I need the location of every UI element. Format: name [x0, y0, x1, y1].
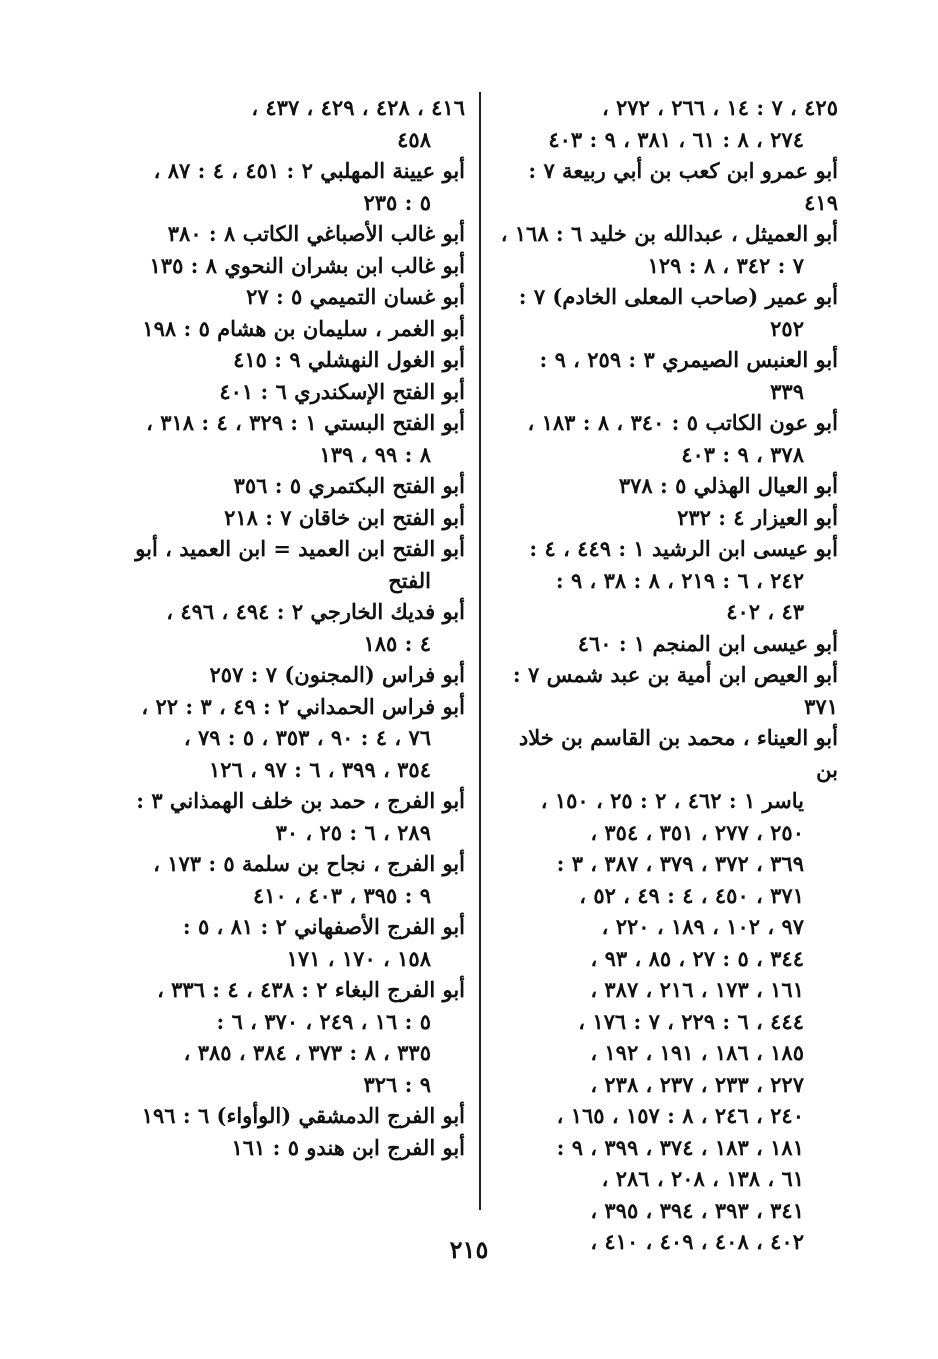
index-entry: [500, 281, 838, 344]
index-entry: [500, 628, 838, 660]
index-entry: [130, 785, 465, 848]
index-entry-continuation: ١٨٥ ، ١٨٦ ، ١٩١ ، ١٩٢ ،: [590, 1040, 804, 1065]
index-entry-continuation: ٥ : ٢٣٥: [363, 189, 431, 215]
index-entry: [130, 313, 465, 345]
index-entry: [130, 344, 465, 376]
index-entry: [130, 376, 465, 408]
index-entry-continuation: ١٥٨ ، ١٧٠ ، ١٧١: [286, 945, 431, 971]
index-entry-line: أبو عون الكاتب ٥ : ٣٤٠ ، ٨ : ١٨٣ ،: [527, 410, 838, 435]
index-entry: [130, 92, 465, 155]
index-entry-continuation: ٤٠٢ ، ٤٠٨ ، ٤٠٩ ، ٤١٠ ،: [590, 1229, 804, 1254]
index-entry-line: أبو العنبس الصيمري ٣ : ٢٥٩ ، ٩ :: [539, 347, 838, 372]
index-entry-line: أبو فراس الحمداني ٢ : ٤٩ ، ٣ : ٢٢ ،: [141, 693, 465, 719]
index-entry-continuation: ٢٤٠ ، ٢٤٦ ، ٨ : ١٥٧ ، ١٦٥ ،: [556, 1103, 804, 1128]
index-entry-continuation: ٤٤٤ ، ٦ : ٢٢٩ ، ٧ : ١٧٦ ،: [578, 1008, 804, 1034]
index-entry-line: أبو فراس (المجنون) ٧ : ٢٥٧: [209, 662, 465, 687]
page-number: ٢١٥: [449, 1235, 489, 1264]
index-entry: [130, 218, 465, 250]
index-entry-continuation: ٤ : ١٨٥: [363, 630, 431, 656]
index-entry-continuation: ٤٥٨: [397, 126, 431, 152]
index-entry-continuation: ٣٤٤ ، ٥ : ٢٧ ، ٨٥ ، ٩٣ ،: [590, 945, 804, 971]
index-entry-continuation: ٤٣ ، ٤٠٢: [726, 599, 804, 624]
index-entry-line: أبو الفتح ابن العميد = ابن العميد ، أبو: [135, 536, 465, 561]
index-entry-continuation: ٣٦٩ ، ٣٧٢ ، ٣٧٩ ، ٣٨٧ ، ٣ :: [556, 851, 804, 876]
index-entry-continuation: ٥ : ١٦ ، ٢٤٩ ، ٣٧٠ ، ٦ :: [216, 1008, 431, 1034]
index-entry-continuation: ٣٣٩: [770, 378, 804, 404]
index-entry-line: أبو الفرج الأصفهاني ٢ : ٨١ ، ٥ :: [182, 914, 465, 939]
index-entry-line: أبو الفتح البستي ١ : ٣٢٩ ، ٤ : ٣١٨ ،: [146, 410, 465, 435]
index-entry: [130, 848, 465, 911]
index-entry-line: أبو عيسى ابن الرشيد ١ : ٤٤٩ ، ٤ :: [529, 536, 838, 561]
index-entry: [500, 155, 838, 218]
index-entry-continuation: ٦١ ، ١٣٨ ، ٢٠٨ ، ٢٨٦ ،: [601, 1166, 804, 1191]
index-entry: [130, 250, 465, 282]
index-entry-continuation: ٣٥٤ ، ٣٩٩ ، ٦ : ٩٧ ، ١٢٦: [209, 756, 431, 782]
index-entry-line: أبو الغمر ، سليمان بن هشام ٥ : ١٩٨: [142, 315, 465, 341]
index-entry-continuation: ٨ : ٩٩ ، ١٣٩: [319, 441, 431, 467]
index-entry-continuation: ٢٢٧ ، ٢٣٣ ، ٢٣٧ ، ٢٣٨ ،: [590, 1071, 804, 1097]
index-entry: [500, 407, 838, 470]
index-entry-continuation: ٢٧٤ ، ٨ : ٦١ ، ٣٨١ ، ٩ : ٤٠٣: [548, 126, 804, 152]
index-entry-line: أبو الفرج الدمشقي (الوأواء) ٦ : ١٩٦: [141, 1103, 465, 1128]
column-divider: [479, 92, 481, 1210]
index-entry-line: أبو الفرج ، نجاح بن سلمة ٥ : ١٧٣ ،: [153, 851, 465, 876]
index-entry-line: أبو الفرج البغاء ٢ : ٤٣٨ ، ٤ : ٣٣٦ ،: [157, 977, 465, 1002]
index-entry-line: ٤٢٥ ، ٧ : ١٤ ، ٢٦٦ ، ٢٧٢ ،: [601, 95, 838, 120]
index-entry: [130, 502, 465, 534]
index-entry: [130, 596, 465, 659]
index-entry-continuation: ٩٧ ، ١٠٢ ، ١٨٩ ، ٢٢٠ ،: [601, 914, 804, 939]
index-entry-line: أبو الفرج ، حمد بن خلف الهمذاني ٣ :: [136, 788, 465, 813]
index-entry-line: أبو العيال الهذلي ٥ : ٣٧٨: [618, 473, 838, 498]
index-entry: [130, 533, 465, 596]
index-entry-line: أبو عيسى ابن المنجم ١ : ٤٦٠: [577, 630, 838, 656]
index-entry: [500, 533, 838, 628]
index-entry: [500, 659, 838, 722]
index-entry-line: أبو غالب ابن بشران النحوي ٨ : ١٣٥: [149, 252, 465, 278]
index-entry-line: أبو العميثل ، عبدالله بن خليد ٦ : ١٦٨ ،: [500, 221, 838, 246]
index-entry: [500, 92, 838, 155]
index-entry-continuation: ٢٤٢ ، ٦ : ٢١٩ ، ٨ : ٣٨ ، ٩ :: [555, 567, 804, 593]
index-entry-line: أبو الفتح الإسكندري ٦ : ٤٠١: [219, 378, 465, 404]
index-entry-continuation: ٧٦ ، ٤ : ٩٠ ، ٣٥٣ ، ٥ : ٧٩ ،: [183, 725, 431, 750]
index-entry: [130, 1100, 465, 1132]
index-entry-line: أبو العيص ابن أمية بن عبد شمس ٧ : ٣٧١: [512, 662, 838, 719]
index-entry-line: أبو غالب الأصباغي الكاتب ٨ : ٣٨٠: [167, 221, 465, 246]
index-entry: [130, 659, 465, 691]
index-entry-continuation: ١٦١ ، ١٧٣ ، ٢١٦ ، ٣٨٧ ،: [590, 977, 804, 1002]
index-entry: [500, 722, 838, 1258]
index-entry: [130, 1132, 465, 1164]
index-entry-continuation: ياسر ١ : ٤٦٢ ، ٢ : ٢٥ ، ١٥٠ ،: [540, 788, 804, 813]
index-entry: [130, 974, 465, 1100]
index-entry-continuation: ١٨١ ، ١٨٣ ، ٣٧٤ ، ٣٩٩ ، ٩ :: [556, 1134, 804, 1160]
index-entry-line: أبو عمرو ابن كعب بن أبي ربيعة ٧ : ٤١٩: [528, 158, 838, 215]
index-entry-continuation: ٩ : ٣٩٥ ، ٤٠٣ ، ٤١٠: [253, 882, 431, 908]
index-entry-line: أبو الغول النهشلي ٩ : ٤١٥: [233, 347, 465, 372]
index-entry: [130, 281, 465, 313]
index-entry-line: أبو العيزار ٤ : ٢٣٢: [677, 504, 838, 530]
index-entry: [130, 911, 465, 974]
index-entry-continuation: ٢٨٩ ، ٦ : ٢٥ ، ٣٠: [275, 819, 431, 845]
index-entry-continuation: ٩ : ٣٢٦: [363, 1071, 431, 1097]
index-entry: [130, 407, 465, 470]
index-entry: [500, 502, 838, 534]
index-entry-continuation: ٣٧١ ، ٤٥٠ ، ٤ : ٤٩ ، ٥٢ ،: [579, 882, 804, 908]
index-entry-continuation: ٣٧٨ ، ٩ : ٤٠٣: [681, 441, 804, 467]
index-entry-line: ٤١٦ ، ٤٢٨ ، ٤٢٩ ، ٤٣٧ ،: [251, 95, 465, 120]
index-entry-line: أبو عمير (صاحب المعلى الخادم) ٧ :: [518, 284, 838, 309]
index-entry-line: أبو غسان التميمي ٥ : ٢٧: [246, 284, 465, 309]
index-entry: [500, 470, 838, 502]
index-column-left: [130, 92, 465, 1163]
index-entry-line: أبو فديك الخارجي ٢ : ٤٩٤ ، ٤٩٦ ،: [166, 599, 465, 624]
index-entry: [130, 155, 465, 218]
index-entry-continuation: ٢٥٠ ، ٢٧٧ ، ٣٥١ ، ٣٥٤ ،: [590, 819, 804, 845]
index-entry: [500, 218, 838, 281]
index-entry-continuation: ٣٣٥ ، ٨ : ٣٧٣ ، ٣٨٤ ، ٣٨٥ ،: [183, 1040, 431, 1065]
index-entry-continuation: ٢٥٢: [770, 315, 804, 341]
index-entry: [130, 691, 465, 786]
index-entry: [500, 344, 838, 407]
index-entry-line: أبو العيناء ، محمد بن القاسم بن خلاد بن: [518, 725, 838, 782]
index-entry-line: أبو الفتح ابن خاقان ٧ : ٢١٨: [224, 504, 465, 530]
index-entry-line: أبو الفتح البكتمري ٥ : ٣٥٦: [233, 473, 465, 498]
index-entry-line: أبو الفرج ابن هندو ٥ : ١٦١: [231, 1134, 465, 1160]
index-column-right: [500, 92, 838, 1258]
index-entry-continuation: ٧ : ٣٤٢ ، ٨ : ١٢٩: [647, 252, 804, 278]
index-entry-line: أبو عيينة المهلبي ٢ : ٤٥١ ، ٤ : ٨٧ ،: [153, 158, 465, 183]
index-entry: [130, 470, 465, 502]
index-entry-continuation: الفتح: [388, 567, 431, 593]
index-entry-continuation: ٣٤١ ، ٣٩٣ ، ٣٩٤ ، ٣٩٥ ،: [590, 1197, 804, 1223]
